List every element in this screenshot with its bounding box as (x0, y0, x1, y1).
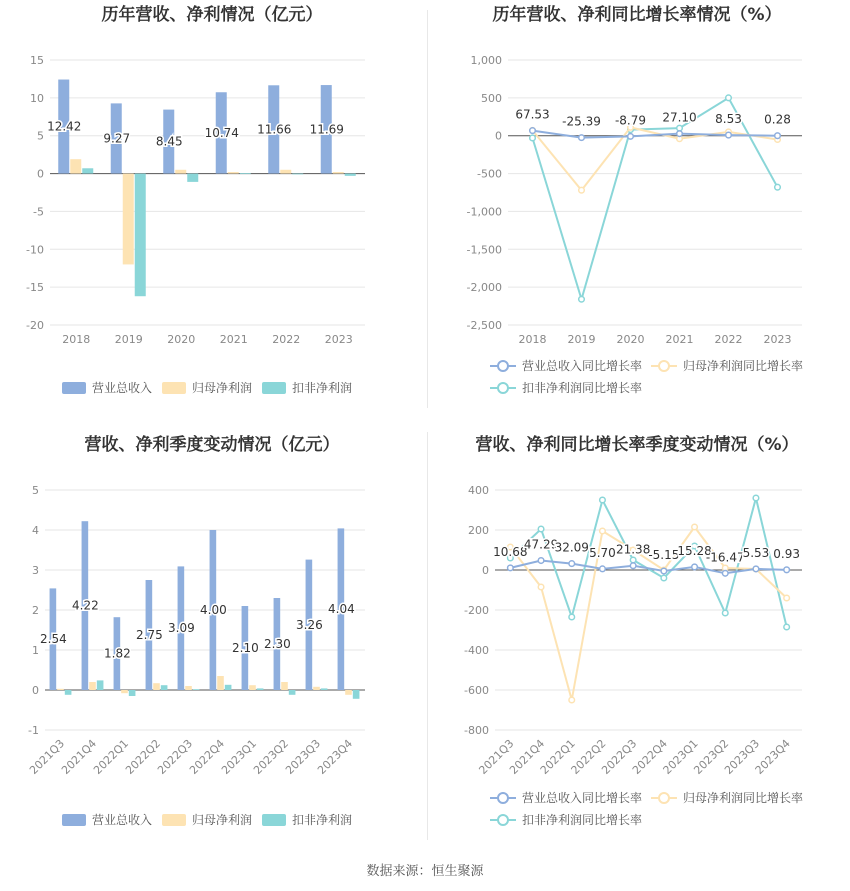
data-label: 10.68 (493, 544, 528, 559)
series-point-net-profit (538, 584, 544, 590)
vertical-divider-top (427, 10, 428, 408)
x-tick-label: 2021Q3 (476, 736, 517, 777)
series-point-revenue (508, 565, 514, 571)
data-label: 67.53 (515, 107, 550, 122)
x-tick-label: 2022Q2 (568, 736, 609, 777)
x-tick-label: 2021Q3 (27, 736, 68, 777)
legend-marker (659, 793, 669, 803)
bar-deducted-profit (292, 174, 303, 175)
data-label: -25.39 (562, 114, 601, 129)
legend-swatch (62, 382, 86, 394)
bar-net-profit (280, 170, 291, 174)
bar-net-profit (313, 687, 320, 690)
data-label: -8.79 (614, 113, 647, 128)
chart-title: 历年营收、净利情况（亿元） (101, 5, 323, 25)
series-point-deducted-profit (677, 125, 683, 131)
data-label: 8.53 (715, 112, 742, 127)
bar-net-profit (70, 159, 81, 173)
series-point-revenue (579, 135, 585, 141)
bar-deducted-profit (65, 690, 72, 695)
series-point-deducted-profit (726, 95, 732, 101)
bar-deducted-profit (321, 688, 328, 690)
data-label: 4.04 (328, 602, 355, 617)
x-tick-label: 2023Q1 (219, 736, 260, 777)
y-tick-label: 2 (32, 604, 39, 617)
y-tick-label: -2,000 (466, 281, 502, 295)
series-point-revenue (784, 567, 790, 573)
series-point-net-profit (600, 528, 606, 534)
y-tick-label: -500 (477, 167, 502, 181)
legend-label: 营业总收入同比增长率 (522, 791, 643, 805)
series-point-deducted-profit (530, 135, 536, 141)
bar-net-profit (153, 683, 160, 690)
data-label: 11.69 (309, 122, 344, 137)
series-point-net-profit (784, 595, 790, 601)
legend-swatch (262, 814, 286, 826)
legend-marker (498, 361, 508, 371)
legend-label: 营业总收入同比增长率 (522, 359, 643, 373)
y-tick-label: 5 (37, 129, 44, 143)
y-tick-label: -2,500 (466, 319, 502, 332)
data-label: 15.28 (677, 543, 712, 558)
y-tick-label: 5 (32, 484, 39, 497)
y-tick-label: 0 (482, 564, 489, 577)
series-point-revenue (569, 561, 575, 567)
x-tick-label: 2019 (567, 333, 596, 346)
bar-deducted-profit (97, 680, 104, 690)
bar-deducted-profit (225, 685, 232, 690)
legend-label: 扣非净利润 (292, 381, 353, 395)
y-tick-label: 500 (481, 91, 502, 105)
series-point-revenue (677, 131, 683, 137)
annual-amounts-chart (0, 0, 425, 430)
series-point-net-profit (569, 697, 575, 703)
x-tick-label: 2022Q1 (537, 736, 578, 777)
legend-label: 营业总收入 (92, 381, 153, 395)
y-tick-label: -800 (464, 724, 489, 737)
x-tick-label: 2020 (616, 333, 645, 346)
data-label: 0.28 (764, 112, 791, 127)
legend-swatch (62, 814, 86, 826)
y-tick-label: -400 (464, 644, 489, 657)
y-tick-label: -20 (26, 319, 44, 332)
data-label: 5.53 (742, 545, 770, 560)
series-point-deducted-profit (775, 184, 781, 190)
series-point-deducted-profit (600, 497, 606, 503)
bar-net-profit (57, 689, 64, 690)
data-label: 5.70 (589, 545, 616, 560)
x-tick-label: 2022Q4 (629, 736, 670, 777)
y-tick-label: 400 (468, 484, 489, 497)
data-label: 27.10 (662, 110, 697, 125)
series-point-revenue (726, 132, 732, 138)
bar-net-profit (185, 686, 192, 690)
annual-growth-panel (425, 0, 850, 430)
data-label: 1.82 (104, 646, 131, 661)
y-tick-label: -600 (464, 684, 489, 697)
x-tick-label: 2023 (763, 333, 792, 346)
series-point-revenue (722, 570, 728, 576)
x-tick-label: 2021Q4 (507, 736, 548, 777)
data-label: 3.09 (168, 621, 195, 636)
quarterly-amounts-chart (0, 430, 425, 860)
bar-deducted-profit (82, 168, 93, 173)
y-tick-label: -1,500 (466, 243, 502, 257)
bar-net-profit (249, 685, 256, 690)
legend-swatch (262, 382, 286, 394)
series-point-deducted-profit (630, 557, 636, 563)
legend-marker (498, 793, 508, 803)
x-tick-label: 2023Q2 (691, 736, 732, 777)
y-tick-label: -1 (28, 724, 39, 737)
y-tick-label: -10 (26, 243, 44, 257)
y-tick-label: 0 (32, 684, 39, 697)
series-point-revenue (600, 566, 606, 572)
data-label: 32.09 (554, 540, 589, 555)
chart-title: 营收、净利同比增长率季度变动情况（%） (475, 435, 799, 455)
legend-label: 营业总收入 (92, 813, 153, 827)
bar-deducted-profit (129, 690, 136, 696)
data-label: 3.26 (296, 617, 323, 632)
x-tick-label: 2023Q3 (722, 736, 763, 777)
quarterly-growth-chart (425, 430, 850, 860)
source-value: 恒生聚源 (431, 864, 484, 879)
chart-title: 营收、净利季度变动情况（亿元） (84, 435, 340, 455)
y-tick-label: 200 (468, 524, 489, 537)
legend-label: 扣非净利润同比增长率 (522, 381, 643, 395)
x-tick-label: 2022Q3 (155, 736, 196, 777)
y-tick-label: -5 (33, 205, 44, 219)
legend-label: 归母净利润 (192, 813, 253, 827)
series-point-revenue (775, 133, 781, 139)
y-tick-label: 4 (32, 524, 39, 537)
y-tick-label: 1,000 (470, 54, 502, 67)
bar-deducted-profit (161, 685, 168, 690)
y-tick-label: 1 (32, 644, 39, 657)
legend-swatch (162, 382, 186, 394)
legend-marker (659, 361, 669, 371)
data-label: -5.15 (648, 548, 680, 563)
x-tick-label: 2018 (62, 333, 91, 346)
series-point-deducted-profit (661, 575, 667, 581)
x-tick-label: 2023Q4 (752, 736, 793, 777)
bar-net-profit (123, 174, 134, 265)
bar-deducted-profit (240, 173, 251, 174)
bar-net-profit (228, 172, 239, 174)
bar-deducted-profit (187, 174, 198, 182)
data-label: 4.22 (72, 598, 99, 613)
legend-label: 扣非净利润 (292, 813, 353, 827)
x-tick-label: 2022Q1 (91, 736, 132, 777)
data-label: 2.30 (264, 637, 291, 651)
data-label: 11.66 (257, 122, 292, 137)
series-point-deducted-profit (753, 495, 759, 501)
bar-deducted-profit (257, 688, 264, 690)
y-tick-label: -15 (26, 281, 44, 295)
bar-deducted-profit (135, 174, 146, 297)
legend-label: 归母净利润同比增长率 (683, 791, 804, 805)
x-tick-label: 2022 (714, 333, 743, 346)
x-tick-label: 2021 (219, 333, 248, 346)
bar-net-profit (217, 676, 224, 690)
data-label: 0.93 (773, 546, 801, 561)
x-tick-label: 2022Q4 (187, 736, 228, 777)
x-tick-label: 2023Q2 (251, 736, 292, 777)
series-point-revenue (628, 134, 634, 140)
quarterly-amounts-panel (0, 430, 425, 860)
data-label: 8.45 (155, 134, 183, 149)
bar-net-profit (89, 682, 96, 690)
legend-label: 扣非净利润同比增长率 (522, 813, 643, 827)
series-point-net-profit (692, 524, 698, 530)
series-point-deducted-profit (569, 614, 575, 620)
data-label: 21.38 (615, 542, 651, 557)
y-tick-label: 0 (37, 167, 44, 181)
y-tick-label: -1,000 (466, 205, 502, 219)
x-tick-label: 2022 (272, 333, 301, 346)
bar-deducted-profit (193, 689, 200, 690)
legend-label: 归母净利润同比增长率 (683, 359, 804, 373)
y-tick-label: 10 (30, 91, 44, 105)
y-tick-label: -200 (464, 604, 489, 617)
series-point-revenue (530, 128, 536, 134)
legend-swatch (162, 814, 186, 826)
data-label: 10.74 (204, 125, 239, 140)
quarterly-growth-panel (425, 430, 850, 860)
legend-marker (498, 815, 508, 825)
data-label: 12.42 (47, 119, 82, 134)
bar-net-profit (333, 172, 344, 174)
series-point-deducted-profit (722, 610, 728, 616)
y-tick-label: 3 (32, 564, 39, 577)
data-label: 4.00 (200, 603, 227, 617)
legend-label: 归母净利润 (192, 381, 253, 395)
data-label: 2.10 (232, 641, 259, 655)
data-label: 2.54 (40, 632, 67, 647)
y-tick-label: 15 (30, 54, 44, 67)
data-label: 9.27 (103, 131, 131, 146)
series-point-revenue (538, 558, 544, 564)
bar-deducted-profit (345, 174, 356, 176)
series-point-net-profit (579, 187, 585, 193)
data-label: -16.47 (705, 550, 745, 565)
x-tick-label: 2018 (518, 333, 547, 346)
chart-title: 历年营收、净利同比增长率情况（%） (492, 5, 782, 25)
y-tick-label: 0 (495, 129, 502, 143)
x-tick-label: 2023Q3 (283, 736, 324, 777)
bar-net-profit (175, 170, 186, 174)
x-tick-label: 2020 (167, 333, 196, 346)
x-tick-label: 2019 (114, 333, 143, 346)
bar-deducted-profit (353, 690, 360, 699)
x-tick-label: 2021Q4 (59, 736, 100, 777)
source-label: 数据来源： (366, 864, 432, 879)
x-tick-label: 2023Q4 (315, 736, 356, 777)
series-point-revenue (630, 563, 636, 569)
x-tick-label: 2022Q3 (599, 736, 640, 777)
data-source-footer (0, 860, 850, 879)
bar-net-profit (281, 682, 288, 690)
series-point-deducted-profit (784, 624, 790, 630)
bar-net-profit (121, 690, 128, 693)
x-tick-label: 2023Q1 (660, 736, 701, 777)
series-point-revenue (661, 568, 667, 574)
x-tick-label: 2022Q2 (123, 736, 164, 777)
vertical-divider-bottom (427, 432, 428, 840)
bar-net-profit (345, 690, 352, 695)
x-tick-label: 2021 (665, 333, 694, 346)
bar-deducted-profit (289, 690, 296, 695)
data-label: 2.75 (136, 628, 163, 642)
series-point-deducted-profit (579, 296, 585, 302)
series-line-revenue (510, 561, 786, 574)
legend-marker (498, 383, 508, 393)
series-point-revenue (753, 566, 759, 572)
x-tick-label: 2023 (324, 333, 353, 346)
data-label: 47.29 (523, 537, 559, 552)
series-point-deducted-profit (538, 526, 544, 532)
annual-amounts-panel (0, 0, 425, 430)
annual-growth-chart (425, 0, 850, 430)
series-point-revenue (692, 564, 698, 570)
